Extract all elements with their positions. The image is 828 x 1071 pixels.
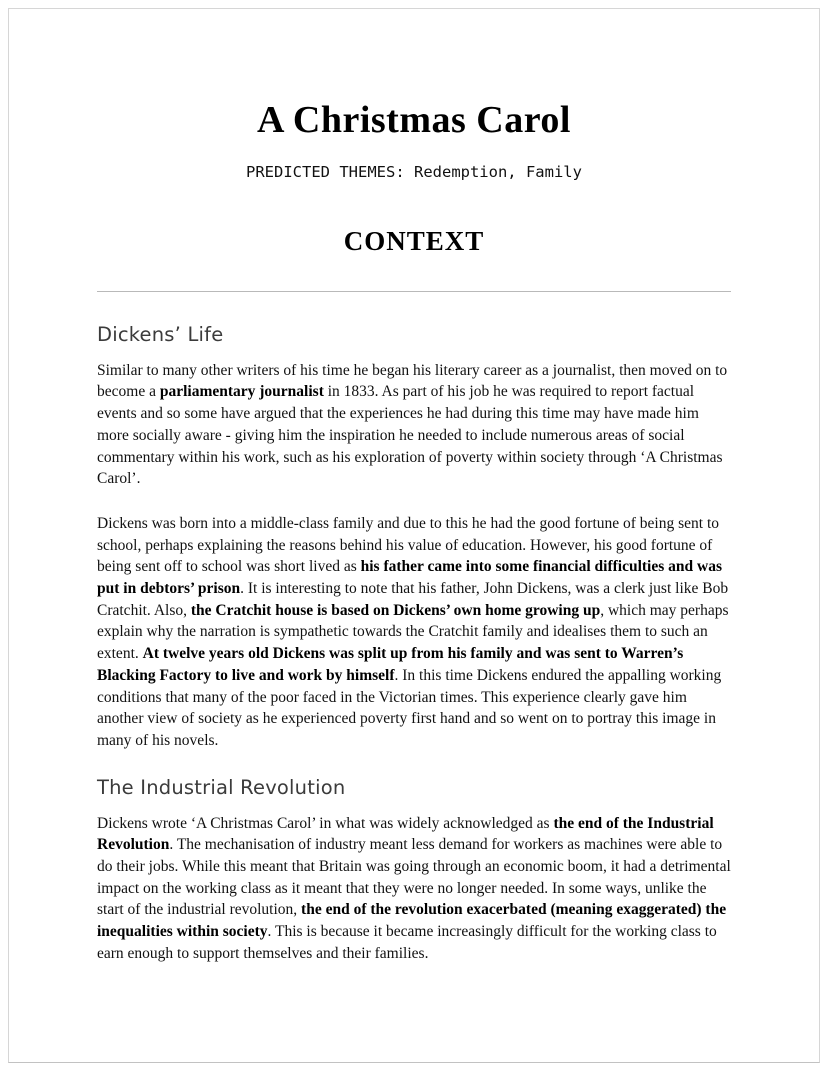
predicted-themes-subtitle: PREDICTED THEMES: Redemption, Family — [246, 162, 582, 181]
section-dickens-life — [97, 322, 731, 752]
context-heading: CONTEXT — [343, 225, 485, 256]
paragraph-industrial-revolution-1: Dickens wrote ‘A Christmas Carol’ in what was widely acknowledged as the end of the Industrial Revolution. The mechanisation of industry meant less demand for workers as machines were able to do their jobs. While this meant that Britain was going through an economic boom, it had a detrimental impact on the working class as it meant that they were no longer needed. In some ways, unlike the start of the industrial revolution, the end of the revolution exacerbated (meaning exaggerated) the inequalities within society. This is because it became increasingly difficult for the working class to earn enough to support themselves and their families. — [97, 814, 731, 962]
paragraph-dickens-life-2: Dickens was born into a middle-class family and due to this he had the good fortune of being sent to school, perhaps explaining the reasons behind his value of education. However, his good fortune of being sent off to school was short lived as his father came into some financial difficulties and was put in debtors’ prison. It is interesting to note that his father, John Dickens, was a clerk just like Bob Cratchit. Also, the Cratchit house is based on Dickens’ own home growing up, which may perhaps explain why the narration is sympathetic towards the Cratchit family and idealises them to such an extent. At twelve years old Dickens was split up from his family and was sent to Warren’s Blacking Factory to live and work by himself. In this time Dickens endured the appalling working conditions that many of the poor faced in the Victorian times. This experience clearly gave him another view of society as he experienced poverty first hand and so went on to portray this image in many of his novels. — [97, 514, 729, 749]
document-title: A Christmas Carol — [257, 99, 571, 141]
paragraph-dickens-life-1: Similar to many other writers of his time he began his literary career as a journalist, then moved on to become a parliamentary journalist in 1833. As part of his job he was required to report factual events and so some have argued that the experiences he had during this time may have made him more socially aware - giving him the inspiration he needed to include numerous areas of social commentary within his work, such as his exploration of poverty within society through ‘A Christmas Carol’. — [97, 361, 728, 488]
section-heading-dickens-life: Dickens’ Life — [97, 322, 224, 346]
section-heading-industrial-revolution: The Industrial Revolution — [97, 775, 346, 799]
document-page — [8, 8, 820, 1063]
section-industrial-revolution — [97, 775, 731, 965]
section-divider — [97, 291, 731, 292]
